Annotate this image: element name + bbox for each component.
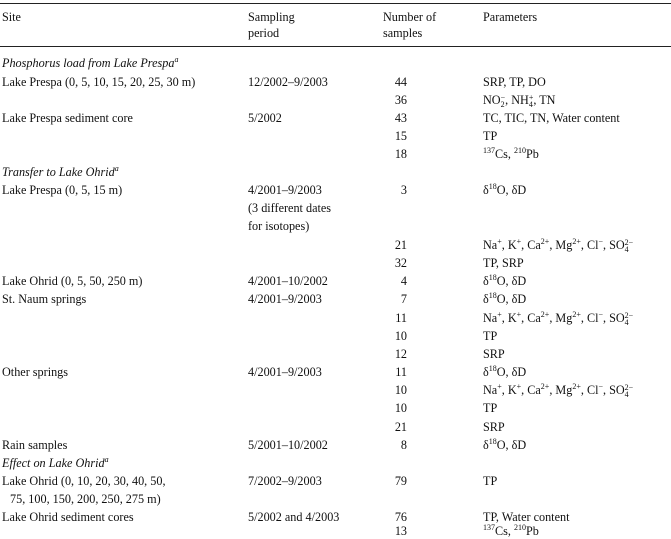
row-1-samples: 36 bbox=[394, 93, 407, 107]
row-2-period: 5/2002 bbox=[248, 111, 282, 125]
row-5-samples: 3 bbox=[400, 183, 407, 197]
row-18-parameters: TP bbox=[483, 474, 498, 488]
row-15-parameters: TP bbox=[483, 401, 498, 415]
row-17-period: 5/2001–10/2002 bbox=[248, 438, 328, 452]
row-10-samples: 11 bbox=[395, 311, 407, 325]
table-top-rule bbox=[0, 3, 671, 4]
row-12-parameters: SRP bbox=[483, 347, 505, 361]
row-9-samples: 7 bbox=[400, 292, 407, 306]
row-1-parameters: NO − 2 , NH + 4 , TN bbox=[483, 93, 556, 109]
row-6-samples: 21 bbox=[394, 238, 407, 252]
row-13-samples: 11 bbox=[395, 365, 407, 379]
row-18-period: 7/2002–9/2003 bbox=[248, 474, 322, 488]
row-5-period: 4/2001–9/2003 bbox=[248, 183, 322, 197]
row-5-period-note1: (3 different dates bbox=[248, 201, 332, 215]
row-7-samples: 32 bbox=[394, 256, 407, 270]
row-18-site: Lake Ohrid (0, 10, 20, 30, 40, 50, bbox=[2, 474, 166, 488]
row-20-parameters: $^{137}$Cs, $^{210}$Pb bbox=[483, 523, 539, 538]
row-5-parameters: $\delta^{18}O$, δD bbox=[483, 182, 527, 197]
section-phosphorus-load: Phosphorus load from Lake Prespa$^a$ bbox=[2, 55, 179, 70]
header-rule bbox=[0, 46, 671, 47]
row-17-site: Rain samples bbox=[2, 438, 68, 452]
row-19-samples: 76 bbox=[394, 510, 407, 524]
row-3-parameters: TP bbox=[483, 129, 498, 143]
section-effect: Effect on Lake Ohrid$^a$ bbox=[2, 455, 109, 470]
row-2-parameters: TC, TIC, TN, Water content bbox=[483, 111, 620, 125]
row-19-site: Lake Ohrid sediment cores bbox=[2, 510, 134, 524]
row-0-site: Lake Prespa (0, 5, 10, 15, 20, 25, 30 m) bbox=[2, 75, 196, 89]
header-period-line2: period bbox=[248, 26, 280, 40]
row-18-site-cont: 75, 100, 150, 200, 250, 275 m) bbox=[10, 492, 161, 506]
row-11-samples: 10 bbox=[394, 329, 407, 343]
row-8-parameters: $\delta^{18}O$, δD bbox=[483, 273, 527, 288]
row-3-samples: 15 bbox=[394, 129, 407, 143]
row-5-period-note2: for isotopes) bbox=[248, 219, 310, 233]
row-9-period: 4/2001–9/2003 bbox=[248, 292, 322, 306]
row-13-site: Other springs bbox=[2, 365, 69, 379]
row-16-samples: 21 bbox=[394, 420, 407, 434]
row-8-samples: 4 bbox=[400, 274, 407, 288]
row-0-parameters: SRP, TP, DO bbox=[483, 75, 546, 89]
row-15-samples: 10 bbox=[394, 401, 407, 415]
row-0-period: 12/2002–9/2003 bbox=[248, 75, 328, 89]
row-16-parameters: SRP bbox=[483, 420, 505, 434]
header-number-line2: samples bbox=[383, 26, 423, 40]
row-19-period: 5/2002 and 4/2003 bbox=[248, 510, 340, 524]
row-17-samples: 8 bbox=[400, 438, 407, 452]
row-17-parameters: $\delta^{18}O$, δD bbox=[483, 437, 527, 452]
row-8-site: Lake Ohrid (0, 5, 50, 250 m) bbox=[2, 274, 143, 288]
row-6-parameters: Na+, K+, $Ca^{2+}$, $Mg^{2+}$, Cl−, SO 2− 4 bbox=[483, 237, 634, 254]
row-2-site: Lake Prespa sediment core bbox=[2, 111, 133, 125]
row-13-period: 4/2001–9/2003 bbox=[248, 365, 322, 379]
section-transfer: Transfer to Lake Ohrid$^a$ bbox=[2, 164, 119, 179]
header-parameters: Parameters bbox=[483, 10, 538, 24]
row-18-samples: 79 bbox=[394, 474, 407, 488]
row-8-period: 4/2001–10/2002 bbox=[248, 274, 328, 288]
row-20-samples: 13 bbox=[394, 524, 407, 538]
row-0-samples: 44 bbox=[394, 75, 407, 89]
row-19-parameters: TP, Water content bbox=[483, 510, 570, 524]
row-9-site: St. Naum springs bbox=[2, 292, 87, 306]
row-13-parameters: $\delta^{18}O$, δD bbox=[483, 364, 527, 379]
row-11-parameters: TP bbox=[483, 329, 498, 343]
row-9-parameters: $\delta^{18}O$, δD bbox=[483, 291, 527, 306]
header-period-line1: Sampling bbox=[248, 10, 295, 24]
row-2-samples: 43 bbox=[394, 111, 407, 125]
row-14-samples: 10 bbox=[394, 383, 407, 397]
header-site: Site bbox=[2, 10, 21, 24]
row-4-samples: 18 bbox=[394, 147, 407, 161]
header-number-line1: Number of bbox=[383, 10, 437, 24]
row-14-parameters: Na+, K+, $Ca^{2+}$, $Mg^{2+}$, Cl−, SO 2− 4 bbox=[483, 382, 634, 399]
row-4-parameters: $^{137}$Cs, $^{210}$Pb bbox=[483, 146, 539, 161]
row-5-site: Lake Prespa (0, 5, 15 m) bbox=[2, 183, 123, 197]
row-10-parameters: Na+, K+, $Ca^{2+}$, $Mg^{2+}$, Cl−, SO 2− 4 bbox=[483, 310, 634, 327]
row-7-parameters: TP, SRP bbox=[483, 256, 524, 270]
row-12-samples: 12 bbox=[394, 347, 407, 361]
